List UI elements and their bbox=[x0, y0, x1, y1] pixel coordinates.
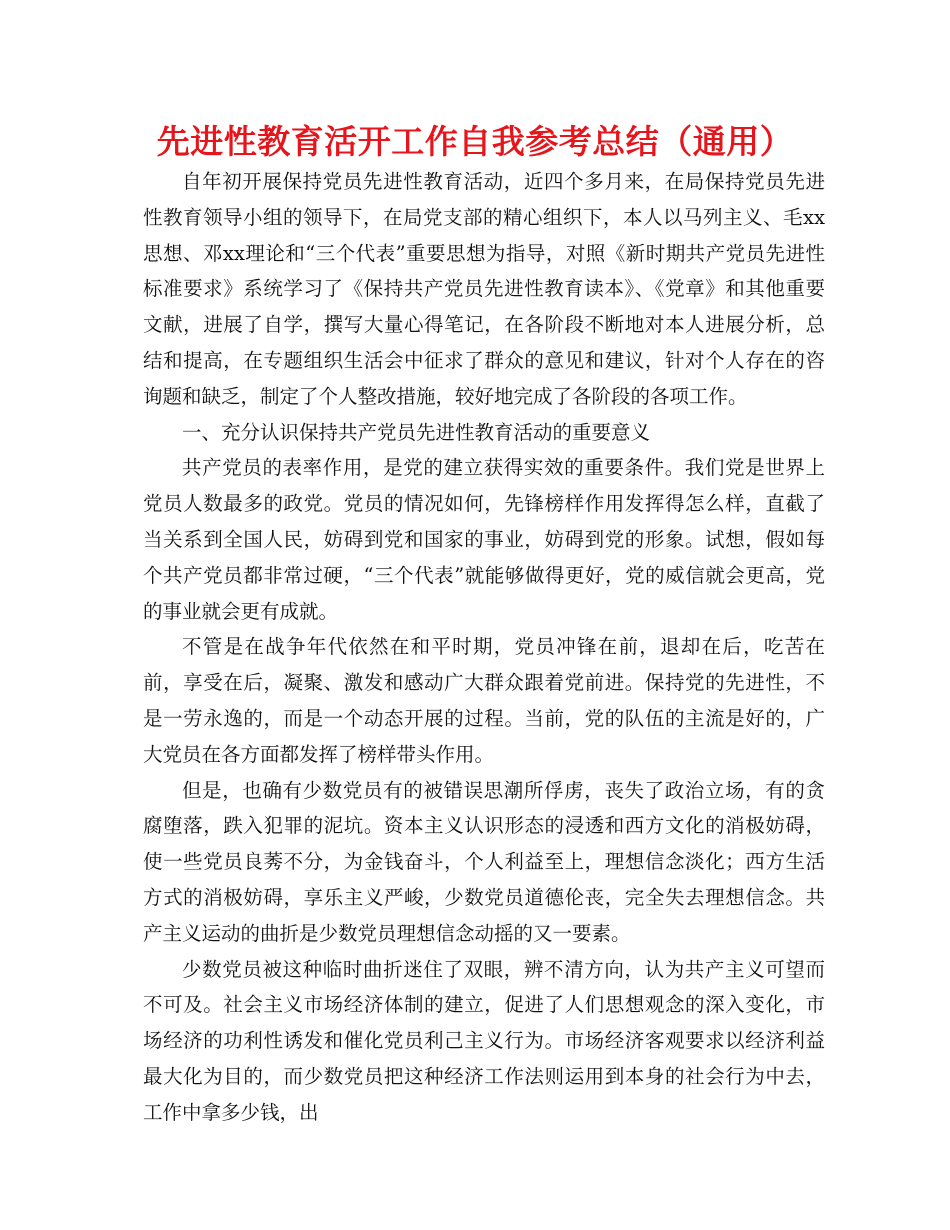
paragraph: 共产党员的表率作用，是党的建立获得实效的重要条件。我们党是世界上党员人数最多的政党。党员的情况如何，先锋榜样作用发挥得怎么样，直截了当关系到全国人民，妨碍到党和国家的事业，妨碍到党的形象。试想，假如每个共产党员都非常过硬，“三个代表”就能够做得更好，党的威信就会更高，党的事业就会更有成就。 bbox=[143, 456, 825, 623]
paragraph: 少数党员被这种临时曲折迷住了双眼，辨不清方向，认为共产主义可望而不可及。社会主义市场经济体制的建立，促进了人们思想观念的深入变化，市场经济的功利性诱发和催化党员利己主义行为。市场经济客观要求以经济利益最大化为目的，而少数党员把这种经济工作法则运用到本身的社会行为中去，工作中拿多少钱，出 bbox=[143, 957, 825, 1124]
paragraph-intro: 自年初开展保持党员先进性教育活动，近四个多月来，在局保持党员先进性教育领导小组的领导下，在局党支部的精心组织下，本人以马列主义、毛xx思想、邓xx理论和“三个代表”重要思想为指导，对照《新时期共产党员先进性标准要求》系统学习了《保持共产党员先进性教育读本》、《党章》和其他重要文献，进展了自学，撰写大量心得笔记，在各阶段不断地对本人进展分析，总结和提高，在专题组织生活会中征求了群众的意见和建议，针对个人存在的咨询题和缺乏，制定了个人整改措施，较好地完成了各阶段的各项工作。 bbox=[143, 170, 825, 408]
document-body bbox=[143, 164, 825, 1131]
paragraph: 但是，也确有少数党员有的被错误思潮所俘虏，丧失了政治立场，有的贪腐堕落，跌入犯罪的泥坑。资本主义认识形态的浸透和西方文化的消极妨碍，使一些党员良莠不分，为金钱奋斗，个人利益至上，理想信念淡化；西方生活方式的消极妨碍，享乐主义严峻，少数党员道德伦丧，完全失去理想信念。共产主义运动的曲折是少数党员理想信念动摇的又一要素。 bbox=[143, 778, 825, 945]
document-title: 先进性教育活开工作自我参考总结（通用） bbox=[156, 122, 794, 161]
section-heading: 一、充分认识保持共产党员先进性教育活动的重要意义 bbox=[182, 420, 651, 444]
paragraph: 不管是在战争年代依然在和平时期，党员冲锋在前，退却在后，吃苦在前，享受在后，凝聚、激发和感动广大群众跟着党前进。保持党的先进性，不是一劳永逸的，而是一个动态开展的过程。当前，党的队伍的主流是好的，广大党员在各方面都发挥了榜样带头作用。 bbox=[143, 635, 825, 766]
